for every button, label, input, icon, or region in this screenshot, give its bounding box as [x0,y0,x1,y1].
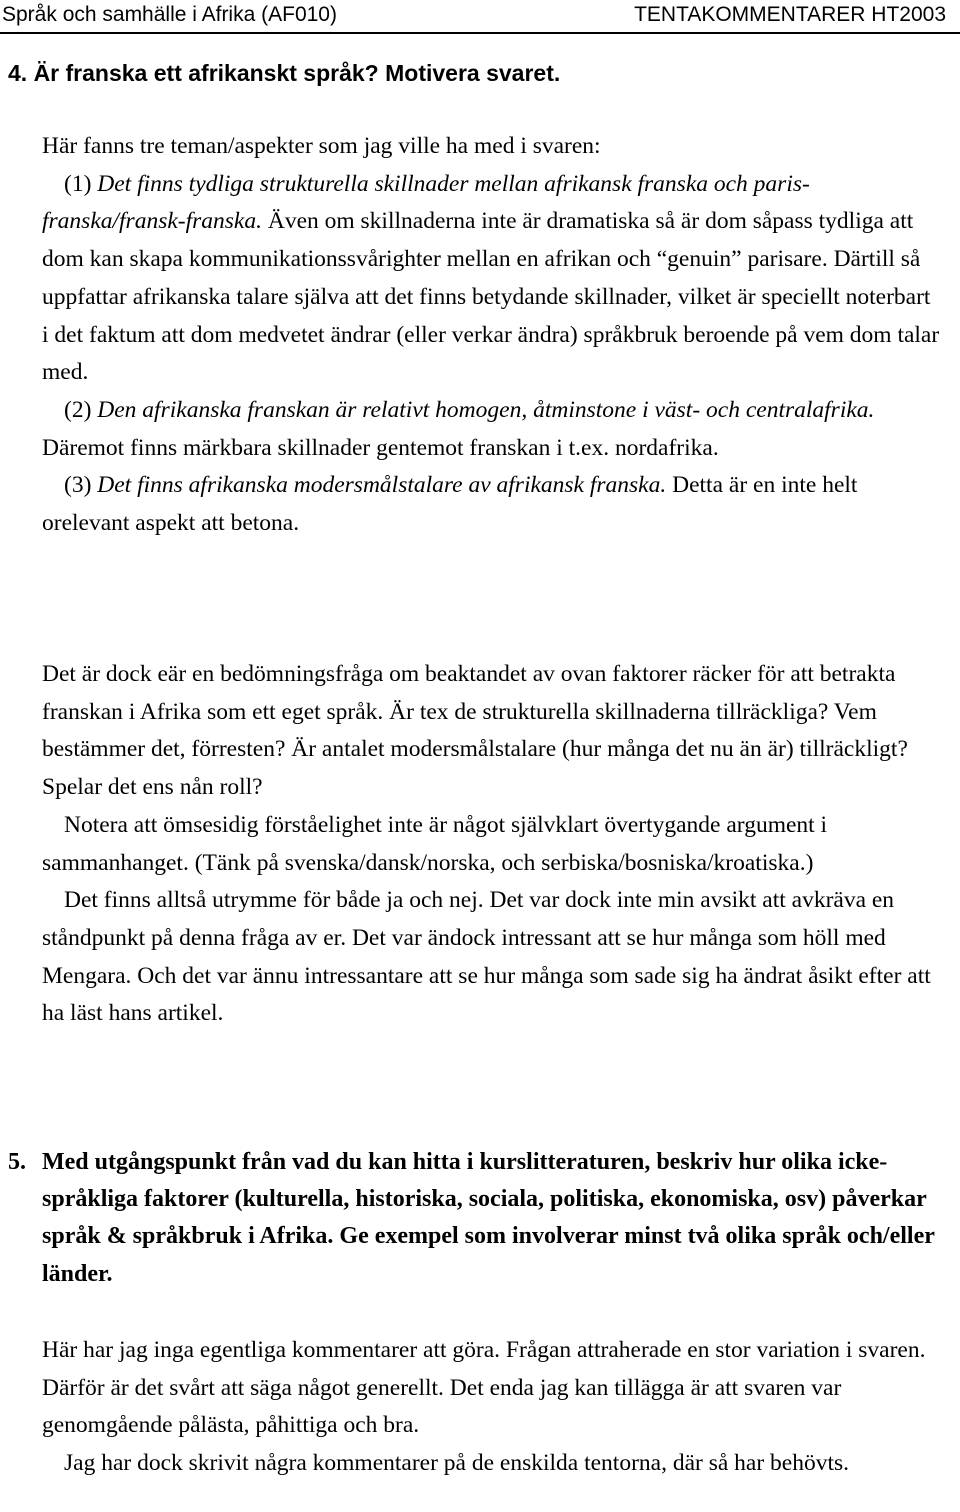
question-5-title [8,1144,948,1293]
question-4-discussion [42,656,942,1033]
aspect-1 [42,166,942,392]
aspect-1-body: Även om skillnaderna inte är dramatiska så är dom såpass tydliga att dom kan skapa kommunikationssvårighter mellan en afrikan och “genuin” parisare. Därtill så uppfattar afrikanska talare själva att det finns betydande skillnader, vilket är speciellt noterbart i det faktum att dom medvetet ändrar (eller verkar ändra) språkbruk beroende på vem dom talar med. [42,208,940,386]
discussion-paragraph-2: Notera att ömsesidig förståelighet inte är något självklart övertygande argument i sammanhanget. (Tänk på svenska/dansk/norska, och serbiska/bosniska/kroatiska.) [42,811,828,876]
question-4-aspects [42,128,942,543]
question-4-title: 4. Är franska ett afrikanskt språk? Motivera svaret. [8,60,561,86]
page-header [0,0,960,34]
aspect-1-number: (1) [64,170,98,197]
comment-paragraph-2: Jag har dock skrivit några kommentarer på de enskilda tentorna, där så har behövts. [64,1450,850,1477]
document-type: TENTAKOMMENTARER HT2003 [634,3,946,26]
discussion-paragraph-1: Det är dock eär en bedömningsfråga om beaktandet av ovan faktorer räcker för att betrakta franskan i Afrika som ett eget språk. Är tex de strukturella skillnaderna tillräckliga? Vem bestämmer det, förresten? Är antalet modersmålstalare (hur många det nu än är) tillräckligt? Spelar det ens nån roll? [42,661,908,801]
question-5-number: 5. [8,1149,26,1175]
course-title: Språk och samhälle i Afrika (AF010) [2,3,337,26]
aspects-intro: Här fanns tre teman/aspekter som jag ville ha med i svaren: [42,133,601,159]
comment-paragraph-1: Här har jag inga egentliga kommentarer att göra. Frågan attraherade en stor variation i svaren. Därför är det svårt att säga något generellt. Det enda jag kan tillägga är att svaren var genomgående pålästa, påhittiga och bra. [42,1337,926,1439]
aspect-3-number: (3) [64,472,98,499]
aspect-2-number: (2) [64,396,98,423]
question-5-comments [42,1332,942,1483]
aspect-1-claim: Det finns tydliga strukturella skillnader mellan afrikansk franska och paris-franska/fransk-franska. [42,170,810,235]
aspect-2 [42,392,942,467]
aspect-2-claim: Den afrikanska franskan är relativt homogen, åtminstone i väst- och centralafrika. [97,396,875,423]
question-5-text: Med utgångspunkt från vad du kan hitta i kurslitteraturen, beskriv hur olika icke-språkliga faktorer (kulturella, historiska, sociala, politiska, ekonomiska, osv) påverkar språk & språkbruk i Afrika. Ge exempel som involverar minst två olika språk och/eller länder. [42,1149,935,1287]
aspect-3 [42,467,942,542]
aspect-2-body: Däremot finns märkbara skillnader gentemot franskan i t.ex. nordafrika. [42,434,719,461]
aspect-3-body: Detta är en inte helt orelevant aspekt att betona. [42,472,858,537]
discussion-paragraph-3: Det finns alltså utrymme för både ja och nej. Det var dock inte min avsikt att avkräva en ståndpunkt på denna fråga av er. Det var ändock intressant att se hur många som höll med Mengara. Och det var ännu intressantare att se hur många som sade sig ha ändrat åsikt efter att ha läst hans artikel. [42,887,931,1027]
aspect-3-claim: Det finns afrikanska modersmålstalare av afrikansk franska. [97,472,667,499]
